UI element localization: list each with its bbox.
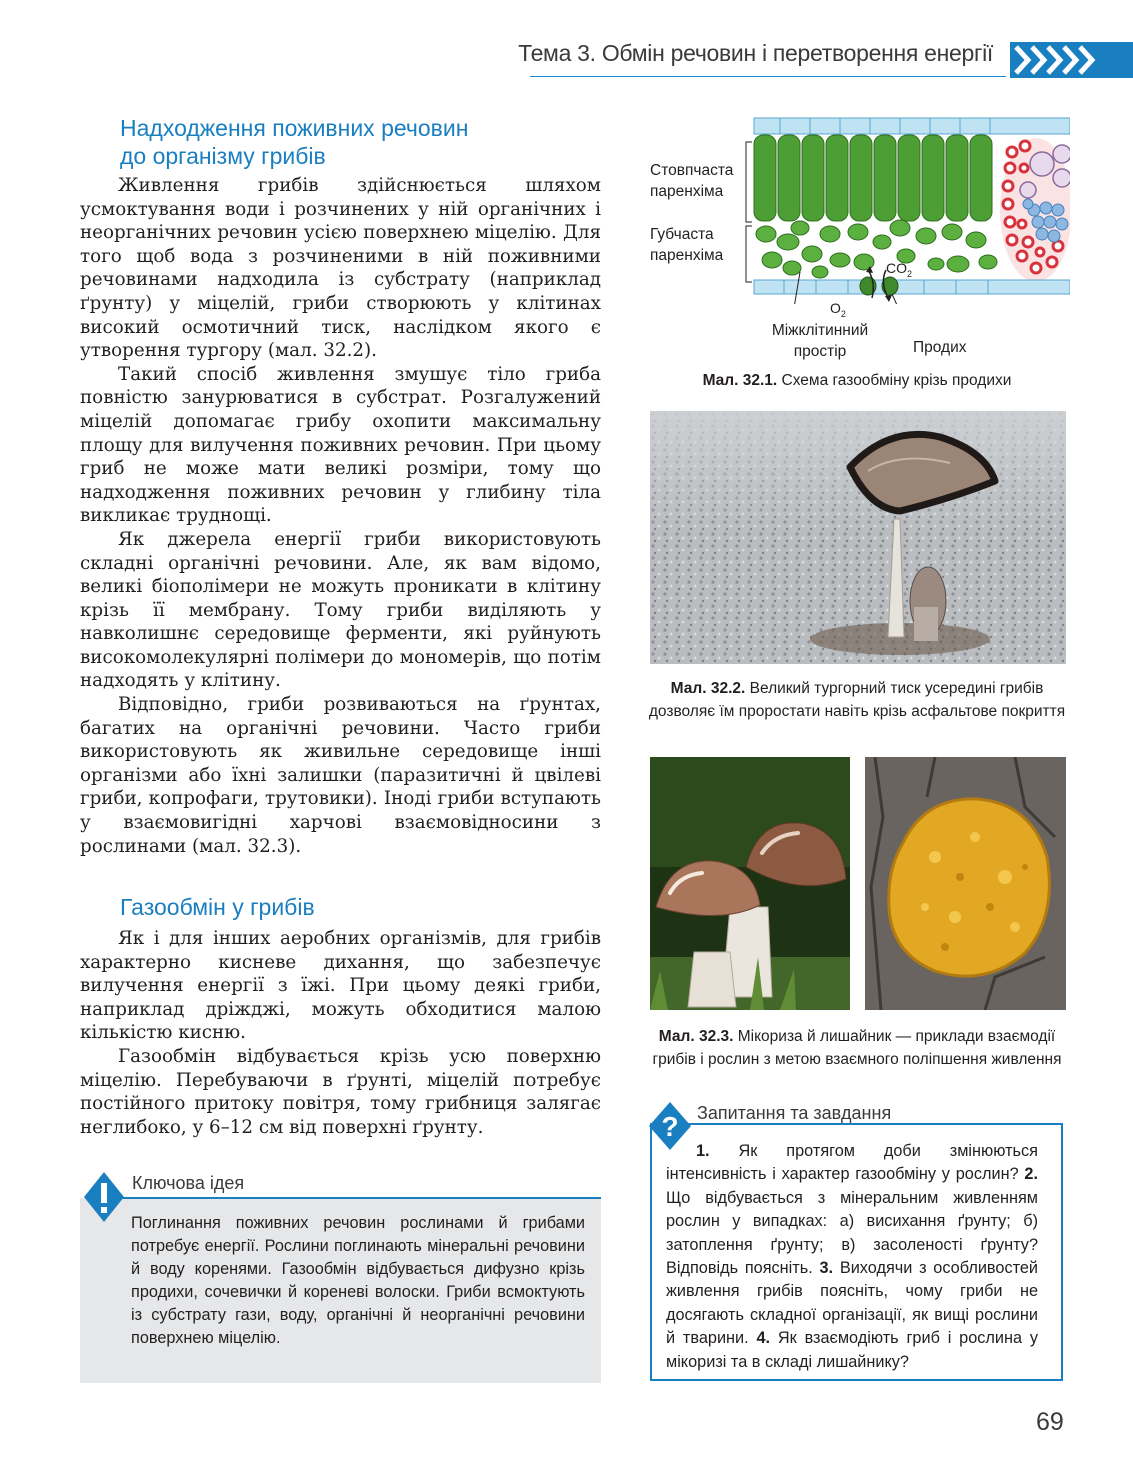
caption-text: Мікориза й лишайник — приклади взаємодії грибів і рослин з метою взаємного поліпшення живлення [652, 1028, 1062, 1068]
mycorrhiza-mushroom-photo [650, 757, 850, 1010]
label-line: Губчаста [650, 226, 714, 243]
key-idea-rule [117, 1197, 601, 1199]
question-number: 4. [756, 1329, 771, 1348]
paragraph: Газообмін відбувається крізь усю поверхню міцелію. Перебуваючи в ґрунті, міцелій потребує постійного притоку повітря, тому грибниця залягає неглибоко, у 6–12 см від поверхні ґрунту. [80, 1045, 601, 1138]
question-number: 2. [1024, 1165, 1038, 1184]
caption-figure-32-1 [650, 369, 1064, 392]
label-o2-text: O [830, 300, 841, 316]
section-heading-gas-exchange: Газообмін у грибів [120, 894, 315, 920]
paragraph: Такий спосіб живлення змушує тіло гриба повністю занурюватися в субстрат. Розгалужений міцелій допомагає грибу охопити максимальну площу для вилучення поживних речовин. При цьому гриб не може мати великі розміри, тому що надходження поживних речовин у глибину тіла викликає труднощі. [80, 363, 601, 527]
questions-title: Запитання та завдання [697, 1103, 892, 1123]
svg-text:?: ? [661, 1111, 679, 1142]
label-co2-text: CO [886, 260, 907, 276]
label-palisade [650, 160, 733, 202]
running-header: Тема 3. Обмін речовин і перетворення енергії [518, 40, 993, 66]
mushroom-asphalt-photo [650, 411, 1066, 664]
question-number: 1. [696, 1142, 710, 1160]
section-body-nutrition [80, 174, 601, 858]
exclamation-icon [82, 1170, 126, 1224]
paragraph: Живлення грибів здійснюється шляхом усмоктування води і розчинених у ній органічних і неорганічних речовин усією поверхнею міцелію. Для того щоб вода з розчиненими в ній поживними речовинами надходила із субстрату (наприклад ґрунту) у міцелій, гриби створюють у клітинах високий осмотичний тиск, наслідком якого є утворення тургору (мал. 32.2). [80, 175, 601, 362]
question-text: Що відбувається з мінеральним живленням рослин у випадках: а) висихання ґрунту; б) затоплення ґрунту; в) засоленості ґрунту? Відповідь поясніть. [666, 1188, 1038, 1278]
caption-number: Мал. 32.1. [702, 372, 778, 389]
lichen-photo [865, 757, 1066, 1010]
caption-text: Схема газообміну крізь продихи [777, 372, 1012, 389]
question-text: Виходячи з особливостей живлення грибів поясніть, чому гриби не досягають складної організації, як вищі рослини й тварини. [666, 1259, 1039, 1348]
label-co2 [886, 258, 912, 285]
question-text: Як взаємодіють гриб і рослина у мікоризі та в складі лишайнику? [666, 1329, 1038, 1371]
caption-figure-32-2 [646, 677, 1068, 723]
questions-list [666, 1140, 1038, 1374]
label-spongy [650, 224, 723, 266]
label-line: паренхіма [650, 183, 724, 200]
paragraph: Відповідно, гриби розвиваються на ґрунтах, багатих на органічні речовини. Часто гриби використовують як живильне середовище інші організми або їхні залишки (паразитичні й цвілеві гриби, копрофаги, трутовики). Іноді гриби вступають у взаємовигідні харчові взаємовідносини з рослинами (мал. 32.3). [80, 694, 601, 857]
caption-number: Мал. 32.2. [670, 680, 746, 697]
header-rule [530, 76, 1006, 77]
label-line: Стовпчаста [650, 162, 734, 179]
paragraph: Як і для інших аеробних організмів, для грибів характерно кисневе дихання, що забезпечує вилучення енергії з їжі. При цьому деякі гриби, наприклад дріжджі, можуть обходитися малою кількістю кисню. [80, 928, 601, 1044]
question-number: 3. [819, 1259, 834, 1278]
label-line: Міжклітинний [771, 322, 869, 339]
chevron-arrows-icon [1010, 42, 1133, 78]
section-heading-nutrition [120, 114, 468, 170]
label-intercellular [760, 320, 880, 362]
section-body-gas-exchange [80, 927, 601, 1139]
key-idea-text: Поглинання поживних речовин рослинами й грибами потребує енергії. Рослини поглинають мінеральні речовини й воду коренями. Газообмін відбувається дифузно крізь продихи, сочевички й кореневі волоски. Гриби всмоктують із субстрату гази, воду, органічні й неорганічні речовини поверхнею міцелію. [131, 1214, 585, 1347]
heading-line: до організму грибів [120, 143, 326, 169]
label-o2-sub: 2 [840, 308, 846, 319]
label-co2-sub: 2 [907, 268, 913, 279]
page-number: 69 [1036, 1408, 1064, 1436]
caption-number: Мал. 32.3. [658, 1028, 734, 1045]
label-line: паренхіма [650, 247, 724, 264]
heading-line: Надходження поживних речовин [120, 115, 469, 141]
label-stoma: Продих [913, 339, 967, 356]
key-idea-title: Ключова ідея [132, 1173, 245, 1193]
question-text: Як протягом доби змінюються інтенсивність і характер газообміну у рослин? [666, 1142, 1038, 1184]
caption-figure-32-3 [646, 1025, 1068, 1071]
label-line: простір [793, 343, 847, 360]
caption-text: Великий тургорний тиск усередині грибів дозволяє їм проростати навіть крізь асфальтове покриття [648, 680, 1066, 720]
paragraph: Як джерела енергії гриби використовують складні органічні речовини. Але, як вам відомо, великі біополімери не можуть проникати в клітину крізь її мембрану. Тому гриби виділяють у навколишнє середовище ферменти, які руйнують високомолекулярні полімери до мономерів, що потім надходять у клітину. [80, 528, 601, 692]
